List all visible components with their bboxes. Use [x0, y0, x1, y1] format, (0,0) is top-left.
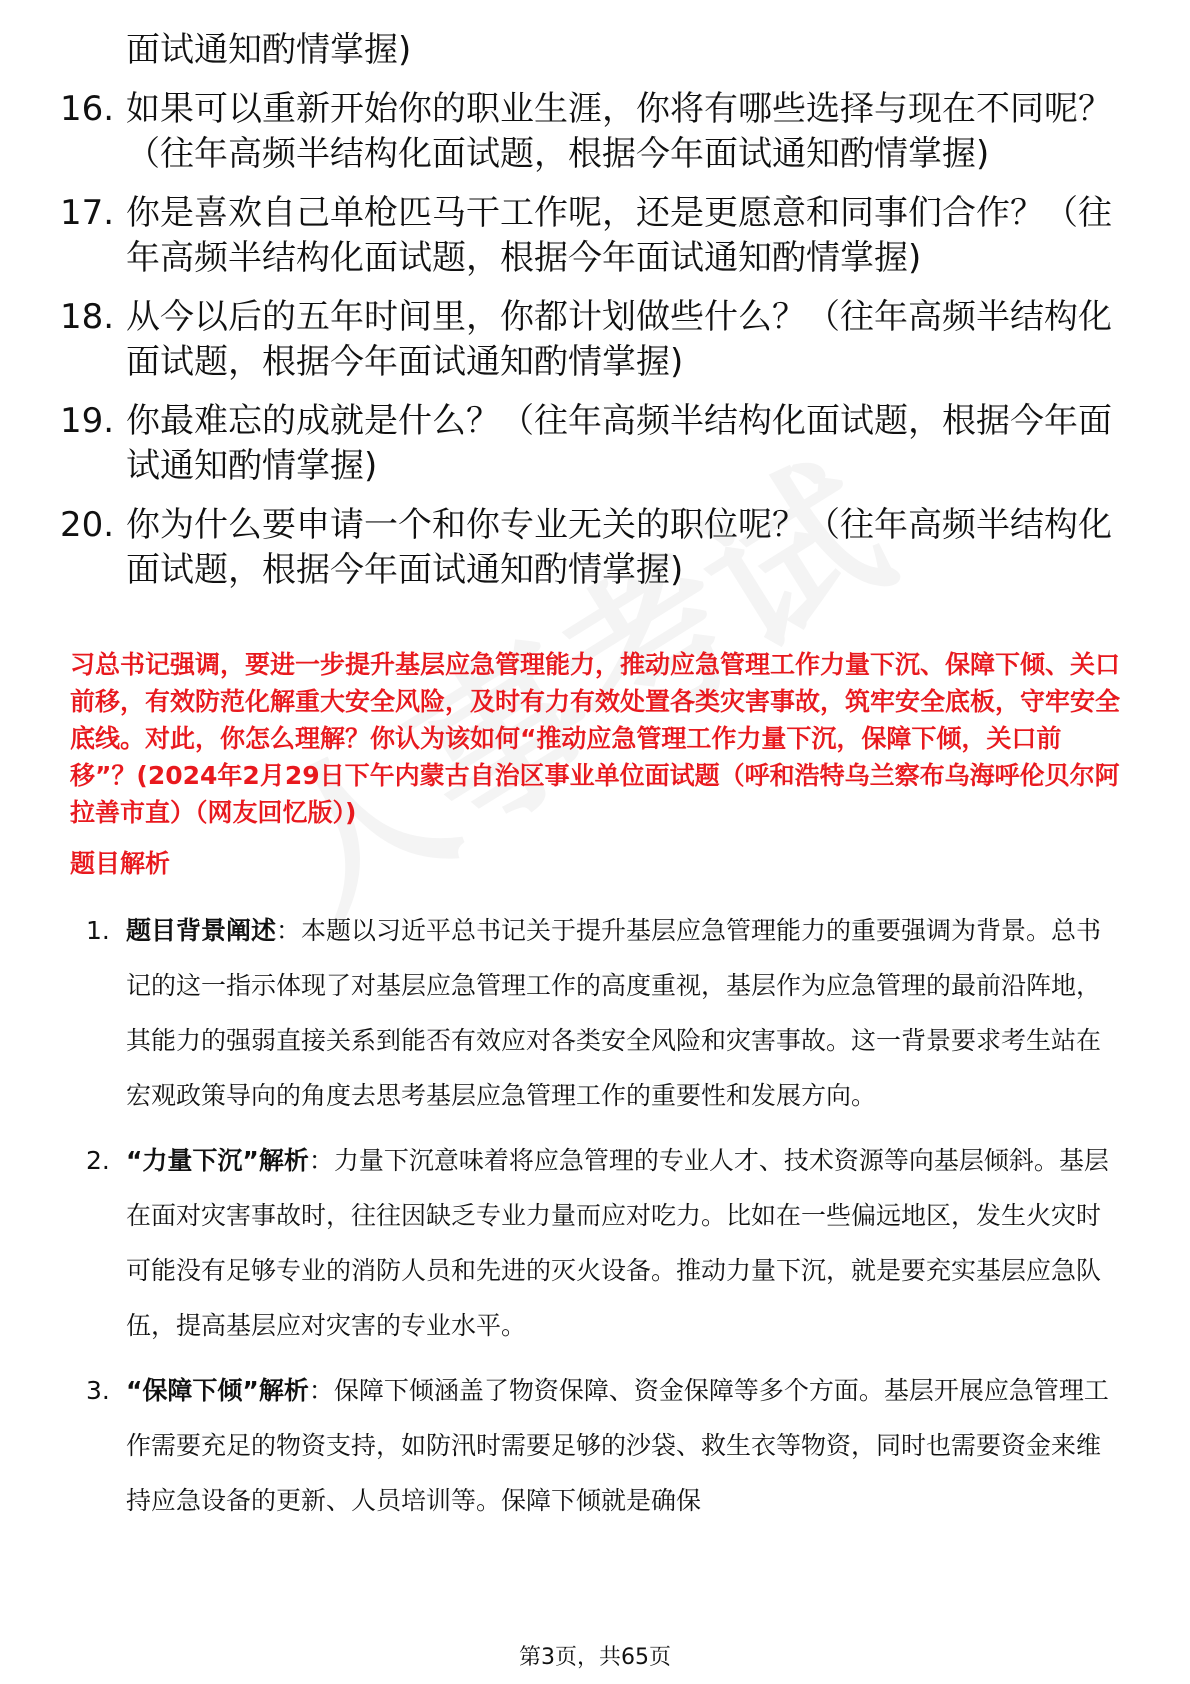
question-list: [60, 28, 1120, 607]
question-text: 如果可以重新开始你的职业生涯，你将有哪些选择与现在不同呢？（往年高频半结构化面试题，根据今年面试通知酌情掌握): [126, 89, 1112, 174]
analysis-separator: ：: [308, 1376, 334, 1405]
analysis-title: “力量下沉”解析: [126, 1146, 309, 1175]
list-item: [60, 399, 1120, 489]
question-text: 你为什么要申请一个和你专业无关的职位呢？（往年高频半结构化面试题，根据今年面试通知酌情掌握): [126, 505, 1112, 590]
question-number: 19.: [60, 401, 115, 441]
list-item: [60, 295, 1120, 385]
analysis-item: [80, 1363, 1120, 1528]
analysis-body: [80, 1363, 1120, 1528]
page-footer: 第3页，共65页: [519, 1645, 671, 1670]
analysis-number: 2.: [86, 1146, 110, 1175]
analysis-separator: ：: [308, 1146, 334, 1175]
analysis-number: 1.: [86, 916, 110, 945]
section-title: 题目解析: [70, 849, 171, 878]
question-text: 从今以后的五年时间里，你都计划做些什么？（往年高频半结构化面试题，根据今年面试通知酌情掌握): [126, 297, 1112, 382]
question-text: 你是喜欢自己单枪匹马干工作呢，还是更愿意和同事们合作？（往年高频半结构化面试题，根据今年面试通知酌情掌握): [126, 193, 1112, 278]
analysis-title: “保障下倾”解析: [126, 1376, 309, 1405]
analysis-item: [80, 903, 1120, 1123]
analysis-text: 力量下沉意味着将应急管理的专业人才、技术资源等向基层倾斜。基层在面对灾害事故时，往往因缺乏专业力量而应对吃力。比如在一些偏远地区，发生火灾时可能没有足够专业的消防人员和先进的灭火设备。推动力量下沉，就是要充实基层应急队伍，提高基层应对灾害的专业水平。: [126, 1146, 1109, 1340]
question-number: 18.: [60, 297, 115, 337]
question-number: 16.: [60, 89, 115, 129]
analysis-item: [80, 1133, 1120, 1353]
analysis-separator: ：: [276, 916, 302, 945]
analysis-text: 本题以习近平总书记关于提升基层应急管理能力的重要强调为背景。总书记的这一指示体现了对基层应急管理工作的高度重视，基层作为应急管理的最前沿阵地，其能力的强弱直接关系到能否有效应对各类安全风险和灾害事故。这一背景要求考生站在宏观政策导向的角度去思考基层应急管理工作的重要性和发展方向。: [126, 916, 1102, 1110]
list-item: [60, 87, 1120, 177]
list-item: [60, 503, 1120, 593]
analysis-text: 保障下倾涵盖了物资保障、资金保障等多个方面。基层开展应急管理工作需要充足的物资支持，如防汛时需要足够的沙袋、救生衣等物资，同时也需要资金来维持应急设备的更新、人员培训等。保障下倾就是确保: [126, 1376, 1109, 1515]
question-number: 17.: [60, 193, 115, 233]
analysis-list: [80, 903, 1120, 1538]
question-continuation: 面试通知酌情掌握): [126, 30, 412, 70]
question-text: 你最难忘的成就是什么？（往年高频半结构化面试题，根据今年面试通知酌情掌握): [126, 401, 1112, 486]
analysis-title: 题目背景阐述: [126, 916, 277, 945]
highlight-question: 习总书记强调，要进一步提升基层应急管理能力，推动应急管理工作力量下沉、保障下倾、关口前移，有效防范化解重大安全风险，及时有力有效处置各类灾害事故，筑牢安全底板，守牢安全底线。对此，你怎么理解？你认为该如何“推动应急管理工作力量下沉，保障下倾，关口前移”？(2024年2月29日下午内蒙古自治区事业单位面试题（呼和浩特乌兰察布乌海呼伦贝尔阿拉善市直）（网友回忆版）): [70, 650, 1121, 827]
question-number: 20.: [60, 505, 115, 545]
analysis-number: 3.: [86, 1376, 110, 1405]
analysis-body: [80, 1133, 1120, 1353]
list-item: [60, 191, 1120, 281]
analysis-body: [80, 903, 1120, 1123]
